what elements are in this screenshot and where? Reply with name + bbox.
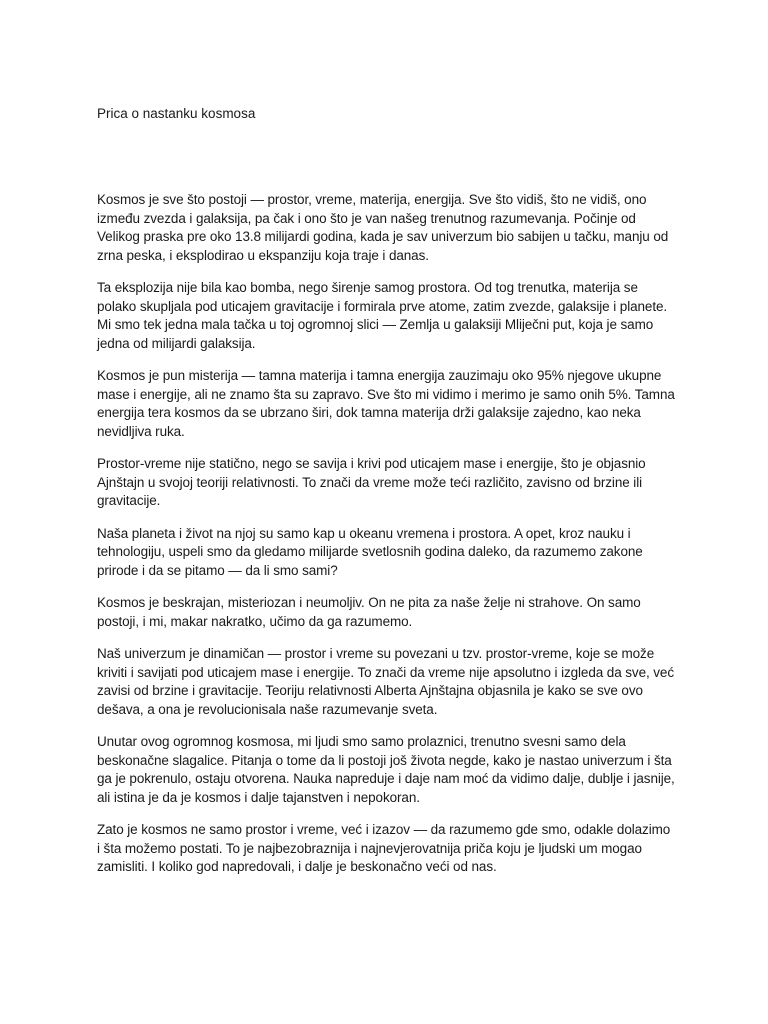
paragraph-9: Zato je kosmos ne samo prostor i vreme, već i izazov — da razumemo gde smo, odakle dolazimo i šta možemo postati. To je najbezobraznija i najnevjerovatnija priča koju je ljudski um mogao zamisliti. I koliko god napredovali, i dalje je beskonačno veći od nas. bbox=[97, 822, 671, 874]
paragraph-7: Naš univerzum je dinamičan — prostor i vreme su povezani u tzv. prostor-vreme, koje se može kriviti i savijati pod uticajem mase i energije. To znači da vreme nije apsolutno i izgleda da sve, već zavisi od brzine i gravitacije. Teoriju relativnosti Alberta Ajnštajna objasnila je kako se sve ovo dešava, a ona je revolucionisala naše razumevanje sveta. bbox=[97, 646, 674, 717]
document-title: Prica o nastanku kosmosa bbox=[97, 106, 256, 121]
paragraph-1: Kosmos je sve što postoji — prostor, vreme, materija, energija. Sve što vidiš, što ne vidiš, ono između zvezda i galaksija, pa čak i ono što je van našeg trenutnog razumevanja. Počinje od Velikog praska pre oko 13.8 milijardi godina, kada je sav univerzum bio sabijen u tačku, manju od zrna peska, i eksplodirao u ekspanziju koja traje i danas. bbox=[97, 192, 669, 263]
paragraph-4: Prostor-vreme nije statično, nego se savija i krivi pod uticajem mase i energije, što je objasnio Ajnštajn u svojoj teoriji relativnosti. To znači da vreme može teći različito, zavisno od brzine ili gravitacije. bbox=[97, 456, 646, 508]
paragraph-2: Ta eksplozija nije bila kao bomba, nego širenje samog prostora. Od tog trenutka, materija se polako skupljala pod uticajem gravitacije i formirala prve atome, zatim zvezde, galaksije i planete. Mi smo tek jedna mala tačka u toj ogromnoj slici — Zemlja u galaksiji Mliječni put, koja je samo jedna od milijardi galaksija. bbox=[97, 280, 668, 351]
paragraph-8: Unutar ovog ogromnog kosmosa, mi ljudi smo samo prolaznici, trenutno svesni samo dela beskonačne slagalice. Pitanja o tome da li postoji još života negde, kako je nastao univerzum i šta ga je pokrenulo, ostaju otvorena. Nauka napreduje i daje nam moć da vidimo dalje, dublje i jasnije, ali istina je da je kosmos i dalje tajanstven i nepokoran. bbox=[97, 734, 675, 805]
paragraph-3: Kosmos je pun misterija — tamna materija i tamna energija zauzimaju oko 95% njegove ukupne mase i energije, ali ne znamo šta su zapravo. Sve što mi vidimo i merimo je samo onih 5%. Tamna energija tera kosmos da se ubrzano širi, dok tamna materija drži galaksije zajedno, kao neka nevidljiva ruka. bbox=[97, 368, 675, 439]
document-body bbox=[97, 191, 675, 891]
paragraph-5: Naša planeta i život na njoj su samo kap u okeanu vremena i prostora. A opet, kroz nauku i tehnologiju, uspeli smo da gledamo milijarde svetlosnih godina daleko, da razumemo zakone prirode i da se pitamo — da li smo sami? bbox=[97, 525, 643, 578]
paragraph-6: Kosmos je beskrajan, misteriozan i neumoljiv. On ne pita za naše želje ni strahove. On samo postoji, i mi, makar nakratko, učimo da ga razumemo. bbox=[97, 595, 641, 629]
